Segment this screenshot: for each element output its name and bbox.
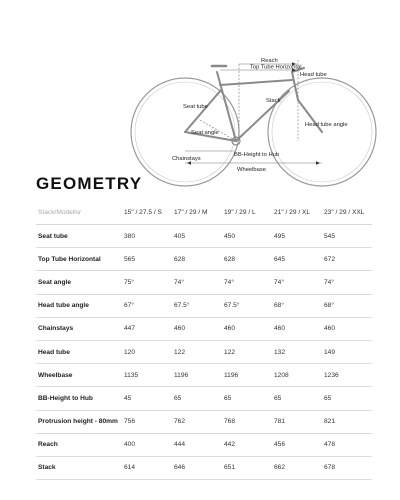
header-size-xl: 21" / 29 / XL xyxy=(272,200,322,225)
table-cell: 756 xyxy=(122,410,172,433)
table-cell: 781 xyxy=(272,410,322,433)
row-label: Seat tube xyxy=(36,225,122,248)
table-cell: 628 xyxy=(172,248,222,271)
header-size-s: 15" / 27.5 / S xyxy=(122,200,172,225)
row-label: BB-Height to Hub xyxy=(36,387,122,410)
row-label: Wheelbase xyxy=(36,364,122,387)
label-seat-tube: Seat tube xyxy=(183,104,208,110)
row-label: Chainstays xyxy=(36,317,122,340)
table-cell: 132 xyxy=(272,340,322,363)
table-cell: 67.5° xyxy=(222,294,272,317)
table-cell: 120 xyxy=(122,340,172,363)
label-chainstays: Chainstays xyxy=(172,156,201,162)
table-cell: 495 xyxy=(272,225,322,248)
table-cell: 67° xyxy=(122,294,172,317)
seatstay-tube xyxy=(185,90,221,132)
table-row xyxy=(36,364,372,387)
table-cell: 74° xyxy=(322,271,372,294)
table-cell: 614 xyxy=(122,456,172,479)
table-cell: 442 xyxy=(222,433,272,456)
table-cell: 460 xyxy=(172,317,222,340)
header-label-column: Stack/Modellsr xyxy=(36,200,122,225)
row-label: Head tube xyxy=(36,340,122,363)
label-wheelbase: Wheelbase xyxy=(237,167,267,173)
table-cell: 405 xyxy=(172,225,222,248)
table-cell: 768 xyxy=(222,410,272,433)
label-bb-height-to-hub: BB-Height to Hub xyxy=(234,152,280,158)
table-cell: 1196 xyxy=(172,364,222,387)
table-cell: 74° xyxy=(272,271,322,294)
table-row xyxy=(36,433,372,456)
table-cell: 447 xyxy=(122,317,172,340)
table-row xyxy=(36,456,372,479)
row-label: Seat angle xyxy=(36,271,122,294)
label-seat-angle: Seat angle xyxy=(191,130,219,136)
table-cell: 67.5° xyxy=(172,294,222,317)
header-size-xxl: 23" / 29 / XXL xyxy=(322,200,372,225)
table-cell: 65 xyxy=(222,387,272,410)
label-reach: Reach xyxy=(261,58,278,64)
header-size-l: 19" / 29 / L xyxy=(222,200,272,225)
table-cell: 460 xyxy=(222,317,272,340)
table-body xyxy=(36,225,372,480)
table-cell: 45 xyxy=(122,387,172,410)
table-row xyxy=(36,410,372,433)
table-cell: 68° xyxy=(272,294,322,317)
table-header-row xyxy=(36,200,372,225)
table-cell: 75° xyxy=(122,271,172,294)
table-cell: 65 xyxy=(272,387,322,410)
header-size-m: 17" / 29 / M xyxy=(172,200,222,225)
table-cell: 1208 xyxy=(272,364,322,387)
geometry-table xyxy=(36,200,372,480)
table-cell: 444 xyxy=(172,433,222,456)
table-cell: 821 xyxy=(322,410,372,433)
table-row xyxy=(36,387,372,410)
table-cell: 74° xyxy=(222,271,272,294)
down-tube xyxy=(236,91,289,141)
table-cell: 646 xyxy=(172,456,222,479)
table-cell: 450 xyxy=(222,225,272,248)
table-cell: 65 xyxy=(322,387,372,410)
wheelbase-arrow xyxy=(316,161,320,165)
table-cell: 1135 xyxy=(122,364,172,387)
table-row xyxy=(36,294,372,317)
table-cell: 565 xyxy=(122,248,172,271)
table-cell: 74° xyxy=(172,271,222,294)
table-row xyxy=(36,340,372,363)
page-title: GEOMETRY xyxy=(36,174,143,193)
table-cell: 456 xyxy=(272,433,322,456)
bike-geometry-diagram xyxy=(0,0,400,173)
table-cell: 380 xyxy=(122,225,172,248)
table-cell: 678 xyxy=(322,456,372,479)
label-head-tube: Head tube xyxy=(300,72,327,78)
row-label: Head tube angle xyxy=(36,294,122,317)
table-cell: 460 xyxy=(322,317,372,340)
row-label: Stack xyxy=(36,456,122,479)
table-cell: 628 xyxy=(222,248,272,271)
table-cell: 645 xyxy=(272,248,322,271)
table-cell: 1236 xyxy=(322,364,372,387)
table-cell: 662 xyxy=(272,456,322,479)
label-top-tube-horizontal: Top Tube Horizontal xyxy=(250,64,302,71)
table-row xyxy=(36,225,372,248)
table-cell: 122 xyxy=(222,340,272,363)
table-cell: 122 xyxy=(172,340,222,363)
table-cell: 460 xyxy=(272,317,322,340)
table-row xyxy=(36,248,372,271)
row-label: Top Tube Horizontal xyxy=(36,248,122,271)
table-row xyxy=(36,317,372,340)
top-tube xyxy=(220,80,292,85)
table-cell: 400 xyxy=(122,433,172,456)
row-label: Reach xyxy=(36,433,122,456)
table-cell: 762 xyxy=(172,410,222,433)
table-cell: 149 xyxy=(322,340,372,363)
table-row xyxy=(36,271,372,294)
table-cell: 672 xyxy=(322,248,372,271)
bike-diagram-svg xyxy=(0,0,400,173)
table-cell: 1196 xyxy=(222,364,272,387)
table-cell: 651 xyxy=(222,456,272,479)
table-cell: 65 xyxy=(172,387,222,410)
label-head-tube-angle: Head tube angle xyxy=(305,122,348,128)
row-label: Protrusion height - 80mm xyxy=(36,410,122,433)
table-cell: 478 xyxy=(322,433,372,456)
table-cell: 545 xyxy=(322,225,372,248)
table-cell: 68° xyxy=(322,294,372,317)
label-stack: Stack xyxy=(266,98,281,104)
